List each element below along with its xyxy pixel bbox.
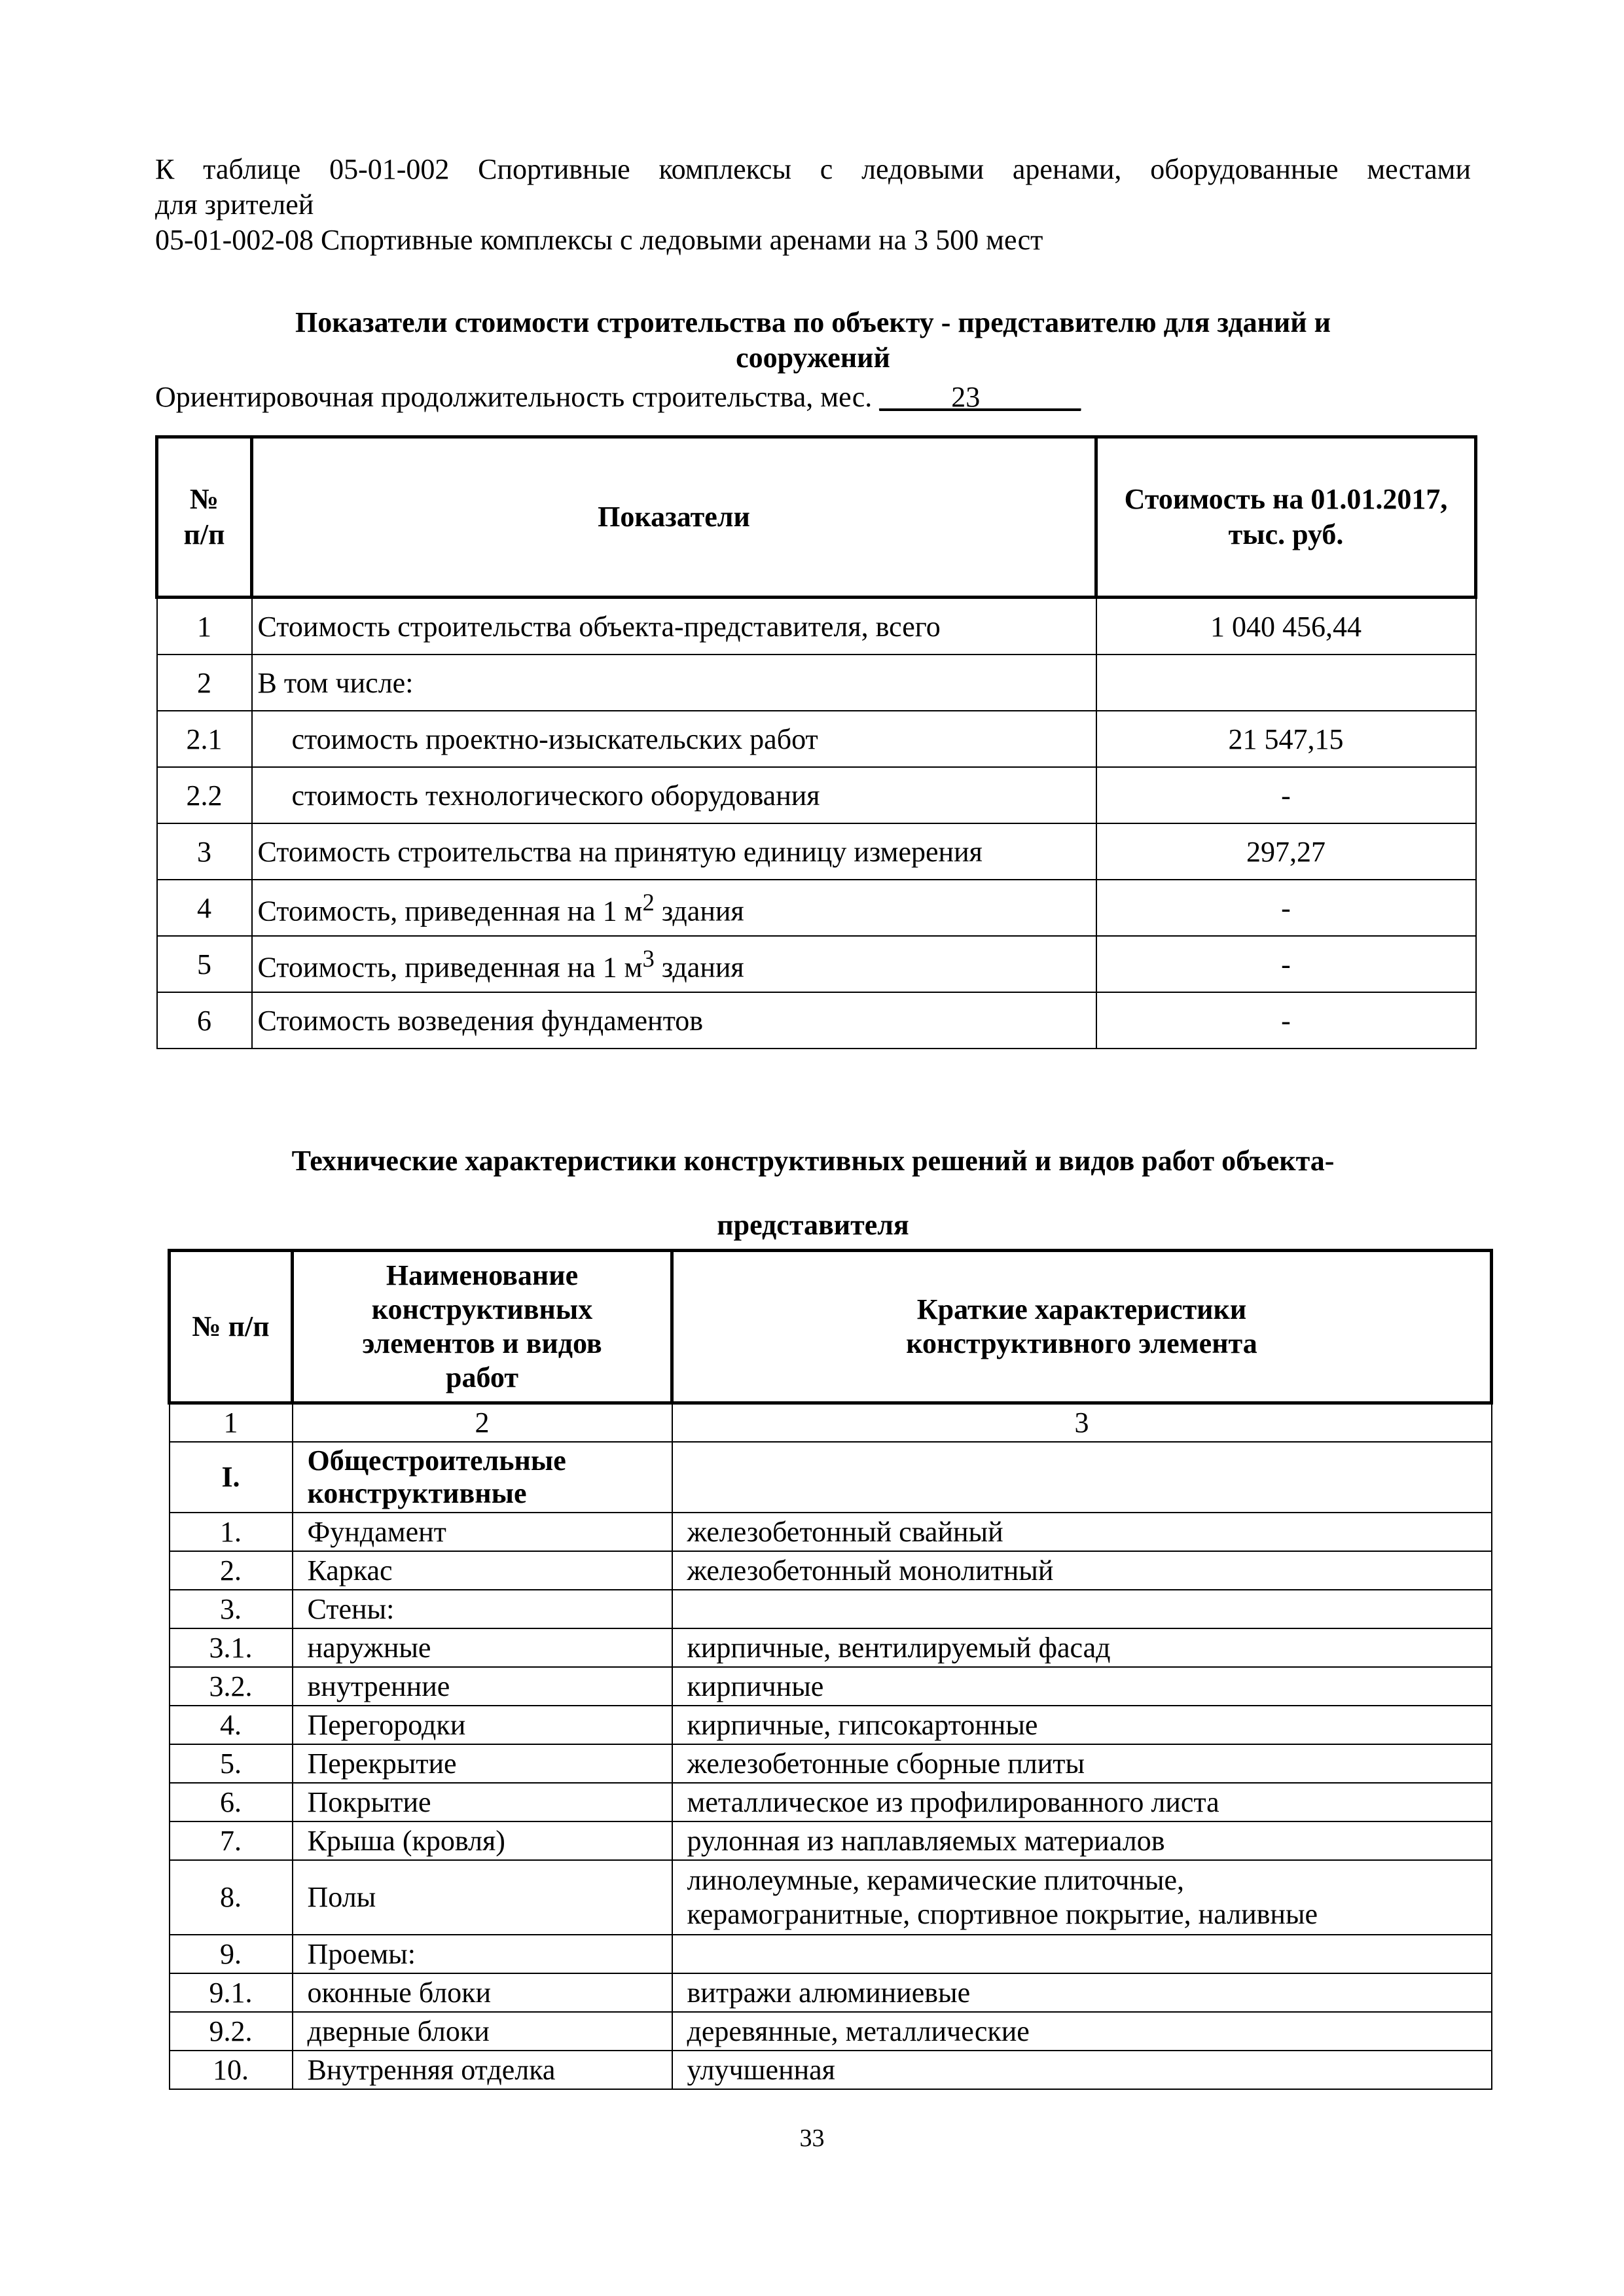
row-num: 8. bbox=[170, 1860, 293, 1935]
row-num: 4 bbox=[157, 880, 252, 936]
table-row bbox=[170, 1783, 1492, 1821]
duration-value: _____23_______ bbox=[879, 381, 1081, 413]
row-label bbox=[252, 880, 1096, 936]
row-desc: витражи алюминиевые bbox=[672, 1973, 1492, 2012]
table-row bbox=[157, 936, 1476, 992]
row-name: Полы bbox=[293, 1860, 672, 1935]
section-name-text bbox=[308, 1444, 657, 1510]
row-name: Внутренняя отделка bbox=[293, 2051, 672, 2089]
row-name: Каркас bbox=[293, 1551, 672, 1590]
row-desc: рулонная из наплавляемых материалов bbox=[672, 1821, 1492, 1860]
row-desc: кирпичные, вентилируемый фасад bbox=[672, 1628, 1492, 1667]
section-name-line-2: конструктивные bbox=[307, 1477, 527, 1509]
table-row bbox=[157, 598, 1476, 655]
header-name-line-3: элементов и видов bbox=[362, 1327, 602, 1359]
row-desc: железобетонные сборные плиты bbox=[672, 1744, 1492, 1783]
table-row bbox=[170, 1821, 1492, 1860]
row-label-text: Стоимость, приведенная на 1 м bbox=[257, 895, 643, 927]
column-index-row bbox=[170, 1403, 1492, 1443]
row-desc: кирпичные, гипсокартонные bbox=[672, 1706, 1492, 1744]
row-value: - bbox=[1096, 880, 1476, 936]
superscript-3: 3 bbox=[642, 944, 655, 972]
row-num: 6 bbox=[157, 992, 252, 1049]
row-label-tail: здания bbox=[654, 895, 744, 927]
row-desc: кирпичные bbox=[672, 1667, 1492, 1706]
row-num: 10. bbox=[170, 2051, 293, 2089]
cost-section-title bbox=[155, 305, 1471, 376]
table-row bbox=[157, 655, 1476, 711]
header-desc-line-1: Краткие характеристики bbox=[916, 1293, 1247, 1325]
row-desc-line-2: керамогранитные, спортивное покрытие, наливные bbox=[687, 1898, 1318, 1930]
row-name: Покрытие bbox=[293, 1783, 672, 1821]
table-row bbox=[157, 880, 1476, 936]
table-row bbox=[157, 992, 1476, 1049]
table-row bbox=[157, 767, 1476, 823]
intro-line-2: для зрителей bbox=[155, 188, 314, 221]
row-name: Перекрытие bbox=[293, 1744, 672, 1783]
row-value bbox=[1096, 655, 1476, 711]
table-row bbox=[170, 2051, 1492, 2089]
table-row bbox=[170, 1667, 1492, 1706]
row-label-tail: здания bbox=[654, 951, 744, 984]
superscript-2: 2 bbox=[642, 888, 655, 916]
row-num: 2 bbox=[157, 655, 252, 711]
intro-text bbox=[155, 152, 1471, 258]
header-description bbox=[672, 1251, 1492, 1403]
intro-line-3: 05-01-002-08 Спортивные комплексы с ледовыми аренами на 3 500 мест bbox=[155, 224, 1043, 256]
table-row bbox=[170, 1860, 1492, 1935]
table-row bbox=[170, 1513, 1492, 1551]
table-row bbox=[170, 1935, 1492, 1973]
row-num: 1 bbox=[157, 598, 252, 655]
cost-table-header bbox=[157, 437, 1476, 598]
header-element-name bbox=[293, 1251, 672, 1403]
row-value: 1 040 456,44 bbox=[1096, 598, 1476, 655]
header-cost-line-2: тыс. руб. bbox=[1228, 518, 1344, 550]
row-desc: железобетонный монолитный bbox=[672, 1551, 1492, 1590]
row-name: Стены: bbox=[293, 1590, 672, 1628]
row-num: 6. bbox=[170, 1783, 293, 1821]
row-desc bbox=[672, 1590, 1492, 1628]
row-num: 3.1. bbox=[170, 1628, 293, 1667]
row-num: 7. bbox=[170, 1821, 293, 1860]
header-name-line-4: работ bbox=[446, 1361, 518, 1393]
header-num-line-2: п/п bbox=[183, 518, 225, 550]
row-name: внутренние bbox=[293, 1667, 672, 1706]
table-row bbox=[157, 711, 1476, 767]
row-name: Проемы: bbox=[293, 1935, 672, 1973]
row-num: 1. bbox=[170, 1513, 293, 1551]
row-value: - bbox=[1096, 767, 1476, 823]
section-row bbox=[170, 1442, 1492, 1513]
row-name: Перегородки bbox=[293, 1706, 672, 1744]
table-row bbox=[170, 1744, 1492, 1783]
row-desc: металлическое из профилированного листа bbox=[672, 1783, 1492, 1821]
intro-line-1: К таблице 05-01-002 Спортивные комплексы с ледовыми аренами, оборудованные местами bbox=[155, 153, 1471, 185]
cost-indicators-table bbox=[155, 435, 1477, 1049]
table-row bbox=[170, 1973, 1492, 2012]
table-row bbox=[170, 1551, 1492, 1590]
row-desc bbox=[672, 1860, 1492, 1935]
row-name: дверные блоки bbox=[293, 2012, 672, 2051]
table-row bbox=[157, 823, 1476, 880]
row-num: 5. bbox=[170, 1744, 293, 1783]
row-desc bbox=[672, 1935, 1492, 1973]
cost-title-line-1: Показатели стоимости строительства по объекту - представителю для зданий и bbox=[295, 306, 1331, 338]
header-num: № п/п bbox=[170, 1251, 293, 1403]
table-row bbox=[170, 1590, 1492, 1628]
table-row bbox=[170, 1706, 1492, 1744]
row-name: Крыша (кровля) bbox=[293, 1821, 672, 1860]
column-index: 1 bbox=[170, 1403, 293, 1443]
construction-duration bbox=[155, 380, 1081, 415]
header-num bbox=[157, 437, 252, 598]
row-value: 297,27 bbox=[1096, 823, 1476, 880]
row-num: 3. bbox=[170, 1590, 293, 1628]
header-indicator: Показатели bbox=[252, 437, 1096, 598]
row-num: 3.2. bbox=[170, 1667, 293, 1706]
header-desc-line-2: конструктивного элемента bbox=[906, 1327, 1257, 1359]
row-label: Стоимость строительства объекта-представителя, всего bbox=[252, 598, 1096, 655]
table-row bbox=[170, 1628, 1492, 1667]
row-label: стоимость проектно-изыскательских работ bbox=[252, 711, 1096, 767]
section-name-line-1: Общестроительные bbox=[307, 1444, 566, 1477]
tech-title-line-1: Технические характеристики конструктивных решений и видов работ объекта- bbox=[291, 1145, 1335, 1177]
column-index: 3 bbox=[672, 1403, 1492, 1443]
row-label-text: Стоимость, приведенная на 1 м bbox=[257, 951, 643, 984]
header-cost bbox=[1096, 437, 1476, 598]
header-num-line-1: № bbox=[189, 483, 219, 515]
page-number: 33 bbox=[799, 2125, 825, 2152]
section-num: I. bbox=[170, 1442, 293, 1513]
header-name-line-1: Наименование bbox=[386, 1259, 579, 1291]
duration-label: Ориентировочная продолжительность строительства, мес. bbox=[155, 381, 873, 413]
tech-title-line-2: представителя bbox=[717, 1209, 909, 1241]
row-label bbox=[252, 936, 1096, 992]
row-num: 2. bbox=[170, 1551, 293, 1590]
row-value: - bbox=[1096, 992, 1476, 1049]
section-desc bbox=[672, 1442, 1492, 1513]
row-desc: деревянные, металлические bbox=[672, 2012, 1492, 2051]
row-label: стоимость технологического оборудования bbox=[252, 767, 1096, 823]
row-label: Стоимость возведения фундаментов bbox=[252, 992, 1096, 1049]
row-value: 21 547,15 bbox=[1096, 711, 1476, 767]
row-desc-line-1: линолеумные, керамические плиточные, bbox=[687, 1864, 1185, 1896]
tech-characteristics-table bbox=[168, 1249, 1493, 2090]
row-name: наружные bbox=[293, 1628, 672, 1667]
row-num: 9. bbox=[170, 1935, 293, 1973]
row-desc: железобетонный свайный bbox=[672, 1513, 1492, 1551]
row-num: 2.1 bbox=[157, 711, 252, 767]
row-desc: улучшенная bbox=[672, 2051, 1492, 2089]
header-cost-line-1: Стоимость на 01.01.2017, bbox=[1124, 483, 1448, 515]
row-num: 5 bbox=[157, 936, 252, 992]
tech-table-header bbox=[170, 1251, 1492, 1403]
section-name bbox=[293, 1442, 672, 1513]
row-name: оконные блоки bbox=[293, 1973, 672, 2012]
tech-section-title bbox=[155, 1141, 1471, 1245]
row-label: Стоимость строительства на принятую единицу измерения bbox=[252, 823, 1096, 880]
column-index: 2 bbox=[293, 1403, 672, 1443]
row-label: В том числе: bbox=[252, 655, 1096, 711]
row-num: 9.2. bbox=[170, 2012, 293, 2051]
row-name: Фундамент bbox=[293, 1513, 672, 1551]
row-num: 9.1. bbox=[170, 1973, 293, 2012]
row-num: 4. bbox=[170, 1706, 293, 1744]
row-num: 3 bbox=[157, 823, 252, 880]
row-value: - bbox=[1096, 936, 1476, 992]
row-num: 2.2 bbox=[157, 767, 252, 823]
table-row bbox=[170, 2012, 1492, 2051]
header-name-line-2: конструктивных bbox=[371, 1293, 593, 1325]
cost-title-line-2: сооружений bbox=[736, 342, 890, 374]
